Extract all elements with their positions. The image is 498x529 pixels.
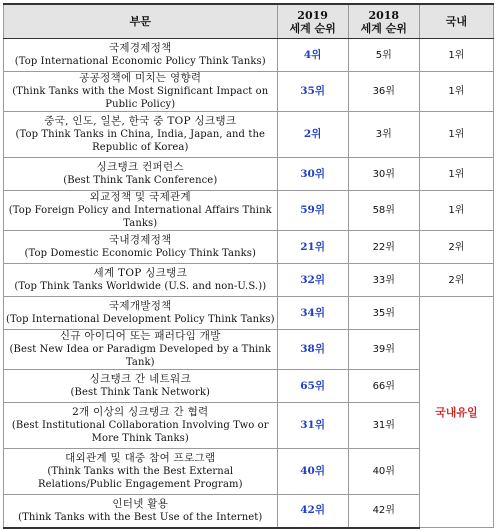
header-2019-year: 2019 — [297, 8, 328, 22]
category-cell — [4, 264, 278, 297]
category-english: (Think Tanks with the Best External Relations/Public Engagement Program) — [37, 466, 243, 490]
domestic-only-cell: 국내유일 — [419, 297, 493, 528]
rank-2018-cell: 42위 — [348, 495, 419, 528]
rank-2018-cell: 39위 — [348, 330, 419, 370]
category-cell — [4, 495, 278, 528]
rank-2018-cell: 40위 — [348, 449, 419, 495]
rank-2018-cell: 22위 — [348, 231, 419, 264]
category-english: (Best New Idea or Paradigm Developed by a Think Tank) — [9, 344, 271, 368]
category-cell — [4, 449, 278, 495]
header-2018 — [348, 4, 419, 39]
category-korean: 신규 아이디어 또는 패러다임 개발 — [59, 330, 221, 342]
table-row — [4, 297, 494, 330]
rank-2018-cell: 33위 — [348, 264, 419, 297]
rank-2018-cell: 30위 — [348, 158, 419, 191]
rank-2019-cell: 32위 — [277, 264, 348, 297]
category-english: (Best Think Tank Conference) — [63, 175, 218, 186]
rank-2019-cell: 35위 — [277, 72, 348, 112]
category-korean: 국제경제정책 — [108, 42, 172, 54]
rank-2019-cell: 21위 — [277, 231, 348, 264]
domestic-rank-cell: 1위 — [419, 112, 493, 158]
category-korean: 싱크탱크 컨퍼런스 — [96, 161, 184, 173]
table-row — [4, 191, 494, 231]
domestic-rank-cell: 1위 — [419, 72, 493, 112]
category-korean: 국제개발정책 — [108, 300, 172, 312]
category-cell — [4, 158, 278, 191]
category-korean: 2개 이상의 싱크탱크 간 협력 — [72, 406, 209, 418]
ranking-table — [3, 3, 494, 529]
category-cell — [4, 297, 278, 330]
category-english: (Think Tanks with the Most Significant Impact on Public Policy) — [12, 86, 269, 110]
rank-2019-cell: 2위 — [277, 112, 348, 158]
rank-2018-cell: 36위 — [348, 72, 419, 112]
table-row — [4, 72, 494, 112]
table-header-row — [4, 4, 494, 39]
category-cell — [4, 72, 278, 112]
table-row — [4, 158, 494, 191]
table-row — [4, 112, 494, 158]
category-english: (Top Domestic Economic Policy Think Tanks) — [24, 248, 257, 259]
category-english: (Best Think Tank Network) — [70, 387, 211, 398]
category-english: (Top International Economic Policy Think Tanks) — [14, 56, 266, 67]
domestic-rank-cell: 1위 — [419, 158, 493, 191]
table-row — [4, 39, 494, 72]
header-category: 부문 — [4, 4, 278, 39]
category-cell — [4, 370, 278, 403]
ranking-table-container — [3, 3, 494, 529]
category-english: (Top Foreign Policy and International Affairs Think Tanks) — [8, 205, 272, 229]
category-korean: 국내경제정책 — [108, 234, 172, 246]
rank-2018-cell: 5위 — [348, 39, 419, 72]
rank-2019-cell: 59위 — [277, 191, 348, 231]
category-cell — [4, 231, 278, 264]
category-english: (Top Think Tanks in China, India, Japan, and the Republic of Korea) — [15, 129, 266, 153]
rank-2018-cell: 31위 — [348, 403, 419, 449]
header-domestic: 국내 — [419, 4, 493, 39]
domestic-rank-cell: 1위 — [419, 191, 493, 231]
rank-2018-cell: 58위 — [348, 191, 419, 231]
rank-2019-cell: 34위 — [277, 297, 348, 330]
category-english: (Think Tanks with the Best Use of the Internet) — [18, 511, 263, 523]
category-korean: 외교정책 및 국제관계 — [89, 191, 191, 203]
table-row — [4, 264, 494, 297]
category-cell — [4, 330, 278, 370]
rank-2019-cell: 65위 — [277, 370, 348, 403]
category-korean: 세계 TOP 싱크탱크 — [93, 267, 188, 279]
rank-2018-cell: 35위 — [348, 297, 419, 330]
header-2019-sub: 세계 순위 — [289, 21, 336, 35]
rank-2019-cell: 40위 — [277, 449, 348, 495]
category-korean: 중국, 인도, 일본, 한국 중 TOP 싱크탱크 — [44, 115, 237, 127]
category-korean: 대외관계 및 대중 참여 프로그램 — [65, 452, 216, 464]
category-korean: 인터넷 활용 — [112, 497, 169, 510]
category-english: (Top International Development Policy Think Tanks) — [5, 314, 275, 325]
rank-2019-cell: 42위 — [277, 495, 348, 528]
domestic-rank-cell: 2위 — [419, 264, 493, 297]
header-2019 — [277, 4, 348, 39]
rank-2019-cell: 30위 — [277, 158, 348, 191]
category-cell — [4, 191, 278, 231]
category-cell — [4, 403, 278, 449]
rank-2019-cell: 31위 — [277, 403, 348, 449]
rank-2019-cell: 4위 — [277, 39, 348, 72]
category-cell — [4, 39, 278, 72]
category-english: (Best Institutional Collaboration Involving Two or More Think Tanks) — [11, 420, 269, 444]
category-korean: 싱크탱크 간 네트워크 — [89, 373, 191, 385]
header-2018-sub: 세계 순위 — [360, 21, 407, 35]
rank-2019-cell: 38위 — [277, 330, 348, 370]
category-cell — [4, 112, 278, 158]
category-english: (Top Think Tanks Worldwide (U.S. and non-U.S.)) — [14, 281, 267, 292]
header-2018-year: 2018 — [368, 8, 400, 22]
domestic-rank-cell: 1위 — [419, 39, 493, 72]
domestic-rank-cell: 2위 — [419, 231, 493, 264]
rank-2018-cell: 66위 — [348, 370, 419, 403]
table-row — [4, 231, 494, 264]
category-korean: 공공정책에 미치는 영향력 — [79, 72, 202, 84]
rank-2018-cell: 3위 — [348, 112, 419, 158]
